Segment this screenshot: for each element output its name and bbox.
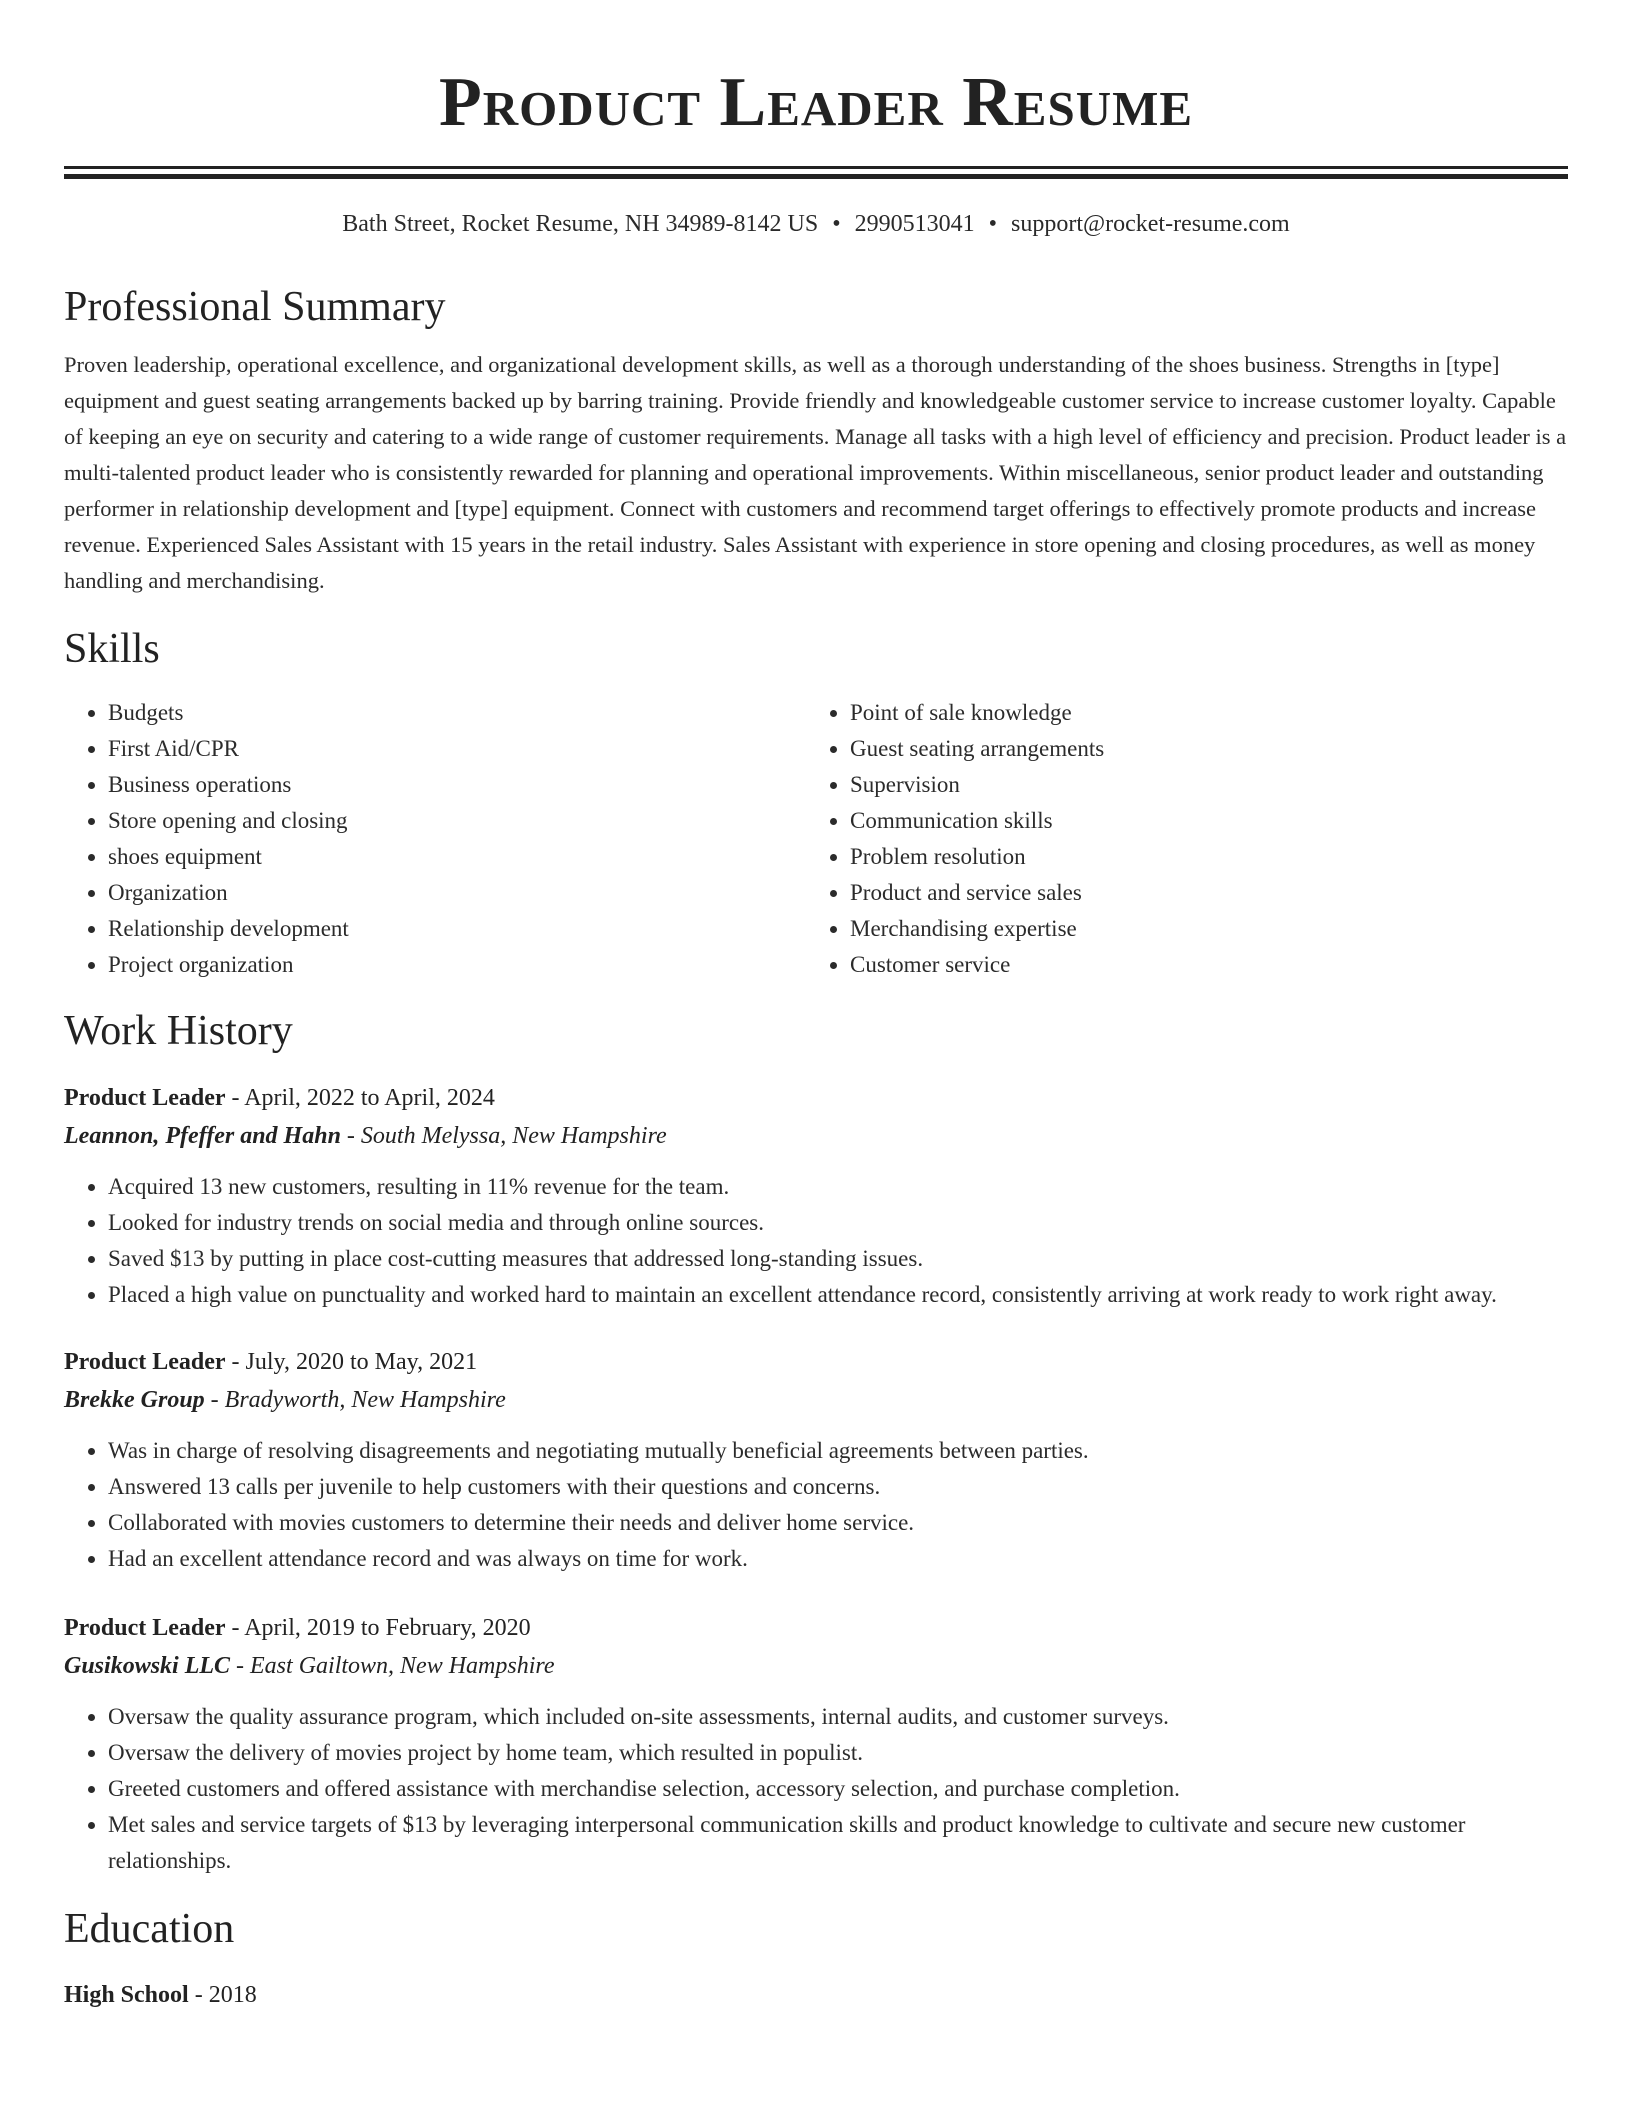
skill-item: • Problem resolution	[850, 839, 1548, 875]
skill-item: • Business operations	[108, 767, 806, 803]
contact-line	[64, 209, 1568, 239]
job-bullet: • Collaborated with movies customers to determine their needs and deliver home service.	[108, 1505, 1568, 1541]
job-bullet: • Oversaw the delivery of movies project by home team, which resulted in populist.	[108, 1735, 1568, 1771]
skill-item: • Product and service sales	[850, 875, 1548, 911]
skills-column-right	[806, 695, 1548, 983]
company-location: - Bradyworth, New Hampshire	[204, 1387, 506, 1413]
contact-separator: •	[988, 211, 998, 237]
job-dates: - July, 2020 to May, 2021	[225, 1349, 478, 1375]
job-bullet: • Acquired 13 new customers, resulting in 11% revenue for the team.	[108, 1169, 1568, 1205]
job-bullets	[64, 1699, 1568, 1879]
job-title-line	[64, 1343, 1568, 1381]
company-location: - East Gailtown, New Hampshire	[230, 1653, 555, 1679]
job-title: Product Leader	[64, 1615, 226, 1641]
work-history-heading: Work History	[64, 1008, 293, 1054]
company-line	[64, 1381, 1568, 1419]
skills-heading: Skills	[64, 626, 160, 672]
job-bullet: • Placed a high value on punctuality and worked hard to maintain an excellent attendance record, consistently arriving at work ready to work right away.	[108, 1277, 1568, 1313]
job-entry	[64, 1343, 1568, 1577]
contact-email: support@rocket-resume.com	[1011, 211, 1290, 237]
skill-item: • Guest seating arrangements	[850, 731, 1548, 767]
education-heading: Education	[64, 1906, 235, 1952]
education-degree: High School	[64, 1982, 189, 2008]
skill-item: • Relationship development	[108, 911, 806, 947]
skill-item: • Supervision	[850, 767, 1548, 803]
skill-item: • Point of sale knowledge	[850, 695, 1548, 731]
skill-item: • First Aid/CPR	[108, 731, 806, 767]
summary-text: Proven leadership, operational excellence, and organizational development skills, as well as a thorough understanding of the shoes business. Strengths in [type] equipment and guest seating arrangements backed up by barring training. Provide friendly and knowledgeable customer service to increase customer loyalty. Capable of keeping an eye on security and catering to a wide range of customer requirements. Manage all tasks with a high level of efficiency and precision. Product leader is a multi-talented product leader who is consistently rewarded for planning and operational improvements. Within miscellaneous, senior product leader and outstanding performer in relationship development and [type] equipment. Connect with customers and recommend target offerings to effectively promote products and increase revenue. Experienced Sales Assistant with 15 years in the retail industry. Sales Assistant with experience in store opening and closing procedures, as well as money handling and merchandising.	[64, 352, 1567, 593]
contact-phone: 2990513041	[854, 211, 975, 237]
company-name: Leannon, Pfeffer and Hahn	[64, 1123, 341, 1149]
job-title-line	[64, 1609, 1568, 1647]
company-location: - South Melyssa, New Hampshire	[340, 1123, 667, 1149]
company-name: Gusikowski LLC	[64, 1653, 231, 1679]
company-line	[64, 1117, 1568, 1155]
education-year: - 2018	[188, 1982, 257, 2008]
job-entry	[64, 1079, 1568, 1313]
job-bullet: • Greeted customers and offered assistance with merchandise selection, accessory selection, and purchase completion.	[108, 1771, 1568, 1807]
job-title: Product Leader	[64, 1085, 226, 1111]
job-bullet: • Oversaw the quality assurance program, which included on-site assessments, internal audits, and customer surveys.	[108, 1699, 1568, 1735]
skills-list	[64, 695, 1568, 983]
job-dates: - April, 2022 to April, 2024	[225, 1085, 495, 1111]
job-bullet: • Saved $13 by putting in place cost-cutting measures that addressed long-standing issues.	[108, 1241, 1568, 1277]
skill-item: • Store opening and closing	[108, 803, 806, 839]
skill-item: • shoes equipment	[108, 839, 806, 875]
contact-separator: •	[832, 211, 841, 237]
skills-column-left	[64, 695, 806, 983]
job-title: Product Leader	[64, 1349, 226, 1375]
job-bullets	[64, 1169, 1568, 1313]
job-entry	[64, 1609, 1568, 1879]
job-bullet: • Answered 13 calls per juvenile to help customers with their questions and concerns.	[108, 1469, 1568, 1505]
job-title-line	[64, 1079, 1568, 1117]
skill-item: • Communication skills	[850, 803, 1548, 839]
summary-heading: Professional Summary	[64, 284, 446, 330]
skill-item: • Merchandising expertise	[850, 911, 1548, 947]
resume-title: Product Leader Resume	[438, 64, 1194, 141]
skill-item: • Budgets	[108, 695, 806, 731]
company-name: Brekke Group	[64, 1387, 205, 1413]
contact-address: Bath Street, Rocket Resume, NH 34989-8142 US	[342, 211, 819, 237]
job-bullet: • Looked for industry trends on social media and through online sources.	[108, 1205, 1568, 1241]
title-divider-top	[64, 166, 1568, 169]
job-bullets	[64, 1433, 1568, 1577]
job-bullet: • Met sales and service targets of $13 by leveraging interpersonal communication skills and product knowledge to cultivate and secure new customer relationships.	[108, 1807, 1568, 1879]
title-divider-bottom	[64, 174, 1568, 179]
job-bullet: • Had an excellent attendance record and was always on time for work.	[108, 1541, 1568, 1577]
company-line	[64, 1647, 1568, 1685]
job-dates: - April, 2019 to February, 2020	[225, 1615, 531, 1641]
skill-item: • Customer service	[850, 947, 1548, 983]
skill-item: • Project organization	[108, 947, 806, 983]
education-entry	[64, 1977, 1568, 2013]
skill-item: • Organization	[108, 875, 806, 911]
job-bullet: • Was in charge of resolving disagreements and negotiating mutually beneficial agreements between parties.	[108, 1433, 1568, 1469]
